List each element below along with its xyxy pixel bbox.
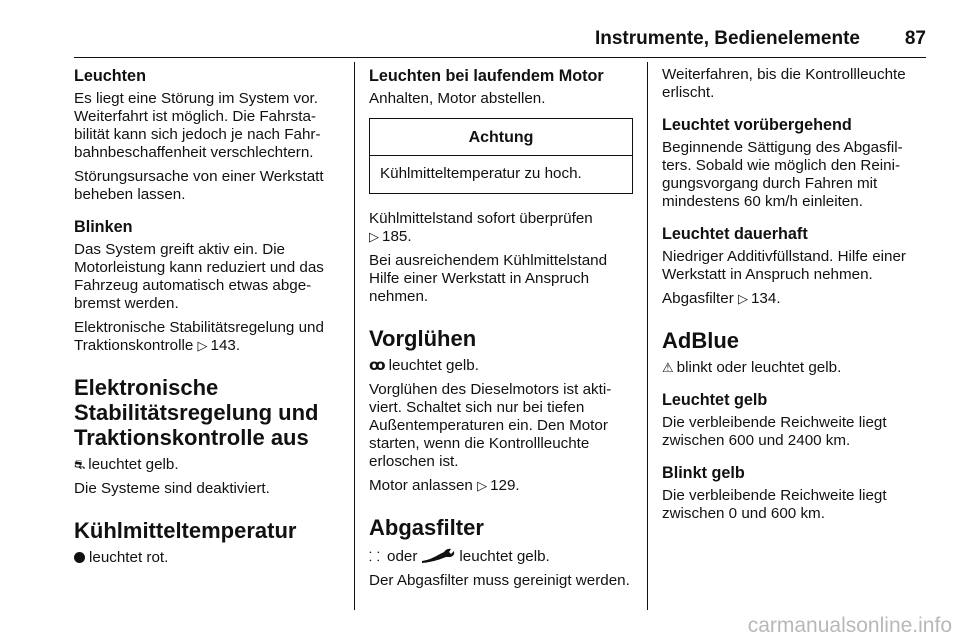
- paragraph-with-reference: [662, 290, 926, 308]
- paragraph: Vorglühen des Dieselmotors ist aktiviert. Schaltet sich nur bei tiefen Außentemperaturen ein. Den Motor starten, wenn die Kontrollleuchte erloschen ist.: [369, 381, 612, 470]
- esc-off-icon: ⛐: [74, 457, 86, 472]
- paragraph: Die verbleibende Reichweite liegt zwischen 600 und 2400 km.: [662, 414, 887, 449]
- paragraph: Die Systeme sind deaktiviert.: [74, 480, 270, 497]
- page-header: [74, 22, 926, 52]
- paragraph-text: leuchtet gelb.: [388, 357, 479, 374]
- paragraph: Bei ausreichendem Kühlmittelstand Hilfe einer Werkstatt in Anspruch nehmen.: [369, 252, 608, 305]
- page-title: Instrumente, Bedienelemente: [594, 28, 860, 49]
- page-number: 87: [904, 28, 926, 49]
- paragraph-with-icon: [74, 549, 346, 567]
- paragraph-text: leuchtet rot.: [89, 549, 169, 566]
- paragraph: Es liegt eine Störung im System vor. Weiterfahrt ist möglich. Die Fahrstabilität kann sich jedoch je nach Fahrbahnbeschaffenheit verschlechtern.: [74, 90, 321, 161]
- paragraph-text: oder: [387, 548, 418, 565]
- heading-voruebergehend: Leuchtet vorübergehend: [662, 116, 852, 134]
- paragraph: Weiterfahren, bis die Kontrollleuchte erlischt.: [662, 66, 906, 101]
- heading-dauerhaft: Leuchtet dauerhaft: [662, 225, 808, 243]
- reference-arrow-icon: ▷: [477, 478, 488, 493]
- heading-blinken: Blinken: [74, 218, 133, 236]
- wrench-icon: [420, 546, 456, 564]
- column-left: [74, 66, 346, 573]
- paragraph-text: blinkt oder leuchtet gelb.: [676, 359, 842, 376]
- paragraph: Störungsursache von einer Werkstatt beheben lassen.: [74, 168, 324, 203]
- page-reference[interactable]: 129.: [490, 477, 520, 494]
- paragraph: Die verbleibende Reichweite liegt zwischen 0 und 600 km.: [662, 487, 887, 522]
- paragraph-text: leuchtet gelb.: [459, 548, 550, 565]
- page-reference[interactable]: 185.: [382, 228, 412, 245]
- page-reference[interactable]: 143.: [210, 337, 241, 354]
- paragraph: Beginnende Sättigung des Abgasfilters. Sobald wie möglich den Reinigungsvorgang durch Fahren mit mindestens 60 km/h einleiten.: [662, 139, 903, 210]
- column-right: [662, 66, 926, 529]
- paragraph-with-icon: [369, 357, 633, 375]
- paragraph-with-reference: [369, 210, 633, 246]
- caution-title: Achtung: [370, 119, 632, 156]
- paragraph: Niedriger Additivfüllstand. Hilfe einer Werkstatt in Anspruch nehmen.: [662, 248, 906, 283]
- heading-adblue: AdBlue: [662, 328, 739, 353]
- caution-body: Kühlmitteltemperatur zu hoch.: [380, 165, 582, 182]
- paragraph-text: leuchtet gelb.: [88, 456, 179, 473]
- paragraph-with-reference: [74, 319, 346, 355]
- exhaust-filter-icon: ⸬: [369, 549, 380, 564]
- paragraph-text: Kühlmittelstand sofort überprüfen: [369, 210, 593, 227]
- heading-esc-off: Elektronische Stabilitätsregelung und Traktionskontrolle aus: [74, 375, 319, 450]
- header-divider: [74, 57, 926, 58]
- paragraph: Anhalten, Motor abstellen.: [369, 90, 546, 107]
- caution-box: [369, 118, 633, 194]
- heading-blinkt-gelb: Blinkt gelb: [662, 464, 745, 482]
- coolant-warning-dot-icon: [74, 552, 85, 563]
- column-middle: [369, 66, 633, 596]
- heading-vorgluehen: Vorglühen: [369, 326, 477, 351]
- reference-arrow-icon: ▷: [737, 291, 748, 306]
- reference-arrow-icon: ▷: [369, 229, 379, 244]
- column-divider: [354, 62, 355, 610]
- heading-laufendem-motor: Leuchten bei laufendem Motor: [369, 67, 604, 85]
- page-reference[interactable]: 134.: [750, 290, 781, 307]
- paragraph-with-reference: [369, 477, 633, 495]
- paragraph-text: Motor anlassen: [369, 477, 478, 494]
- paragraph-with-icons: [369, 546, 633, 566]
- column-divider: [647, 62, 648, 610]
- paragraph: Der Abgasfilter muss gereinigt werden.: [369, 572, 630, 589]
- paragraph-with-icon: [662, 359, 926, 377]
- glow-plug-icon: ꝏ: [369, 357, 386, 374]
- paragraph: Das System greift aktiv ein. Die Motorleistung kann reduziert und das Fahrzeug automatisch etwas abgebremst werden.: [74, 241, 324, 312]
- adblue-icon: ⚠: [662, 360, 674, 375]
- reference-arrow-icon: ▷: [197, 338, 208, 353]
- watermark: carmanualsonline.info: [747, 614, 952, 637]
- heading-abgasfilter: Abgasfilter: [369, 515, 484, 540]
- heading-leuchten: Leuchten: [74, 67, 146, 85]
- paragraph-with-icon: [74, 456, 346, 474]
- paragraph-text: Elektronische Stabilitätsregelung und Traktionskontrolle: [74, 319, 324, 354]
- paragraph-text: Abgasfilter: [662, 290, 738, 307]
- heading-leuchtet-gelb: Leuchtet gelb: [662, 391, 768, 409]
- heading-kuehlmittel: Kühlmitteltemperatur: [74, 518, 297, 543]
